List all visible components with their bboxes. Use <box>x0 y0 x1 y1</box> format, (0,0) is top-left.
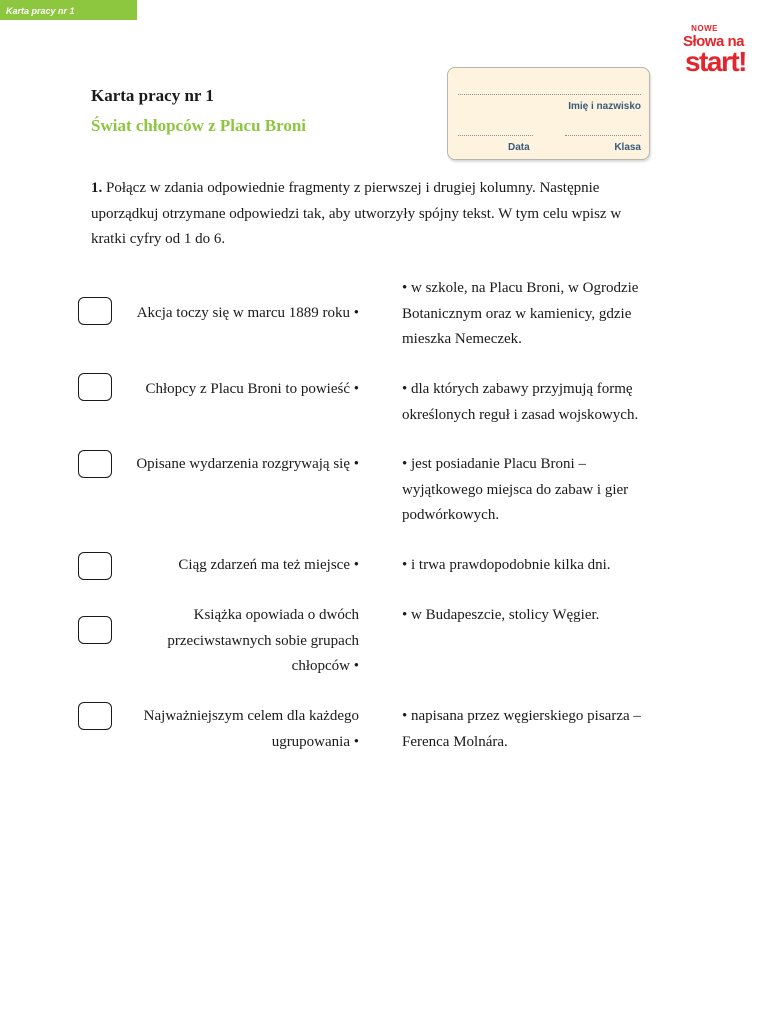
name-field-line[interactable] <box>458 94 641 95</box>
right-fragment-2: • dla których zabawy przyjmują formę określonych reguł i zasad wojskowych. <box>402 381 639 423</box>
logo-nowe: NOWE <box>691 24 718 33</box>
right-fragment-6: • napisana przez węgierskiego pisarza – Ferenca Molnára. <box>402 708 641 750</box>
class-field-line[interactable] <box>565 135 641 136</box>
left-fragment-5: Książka opowiada o dwóch przeciwstawnych sobie grupach chłopców • <box>167 607 359 674</box>
order-box-2[interactable] <box>78 373 112 401</box>
order-box-5[interactable] <box>78 616 112 644</box>
task-number: 1. <box>91 180 103 196</box>
worksheet-tab: Karta pracy nr 1 <box>0 0 137 20</box>
left-fragment-3: Opisane wydarzenia rozgrywają się • <box>136 456 359 472</box>
order-box-1[interactable] <box>78 297 112 325</box>
name-label: Imię i nazwisko <box>568 101 641 112</box>
date-label: Data <box>508 142 530 153</box>
left-fragment-6: Najważniejszym celem dla każdego ugrupowania • <box>143 708 359 750</box>
right-fragment-3: • jest posiadanie Placu Broni – wyjątkowego miejsca do zabaw i gier podwórkowych. <box>402 456 629 523</box>
left-fragment-2: Chłopcy z Placu Broni to powieść • <box>145 381 359 397</box>
series-logo <box>664 24 748 75</box>
task-text: Połącz w zdania odpowiednie fragmenty z pierwszej i drugiej kolumny. Następnie uporządkuj otrzymane odpowiedzi tak, aby utworzyły spójny tekst. W tym celu wpisz w kratki cyfry od 1 do 6. <box>91 180 622 247</box>
left-fragment-4: Ciąg zdarzeń ma też miejsce • <box>178 557 359 573</box>
right-fragment-5: • w Budapeszcie, stolicy Węgier. <box>402 607 600 623</box>
order-box-6[interactable] <box>78 702 112 730</box>
class-label: Klasa <box>614 142 641 153</box>
task-instruction <box>91 176 651 253</box>
order-box-3[interactable] <box>78 450 112 478</box>
logo-line2: start! <box>684 46 746 77</box>
page-title: Karta pracy nr 1 <box>91 86 214 105</box>
right-fragment-1: • w szkole, na Placu Broni, w Ogrodzie Botanicznym oraz w kamienicy, gdzie mieszka Nemeczek. <box>402 280 639 347</box>
order-box-4[interactable] <box>78 552 112 580</box>
left-fragment-1: Akcja toczy się w marcu 1889 roku • <box>136 305 359 321</box>
right-fragment-4: • i trwa prawdopodobnie kilka dni. <box>402 557 611 573</box>
page-subtitle: Świat chłopców z Placu Broni <box>91 116 307 135</box>
logo-line1: Słowa na <box>682 33 744 50</box>
date-field-line[interactable] <box>458 135 533 136</box>
student-info-box <box>447 67 650 160</box>
